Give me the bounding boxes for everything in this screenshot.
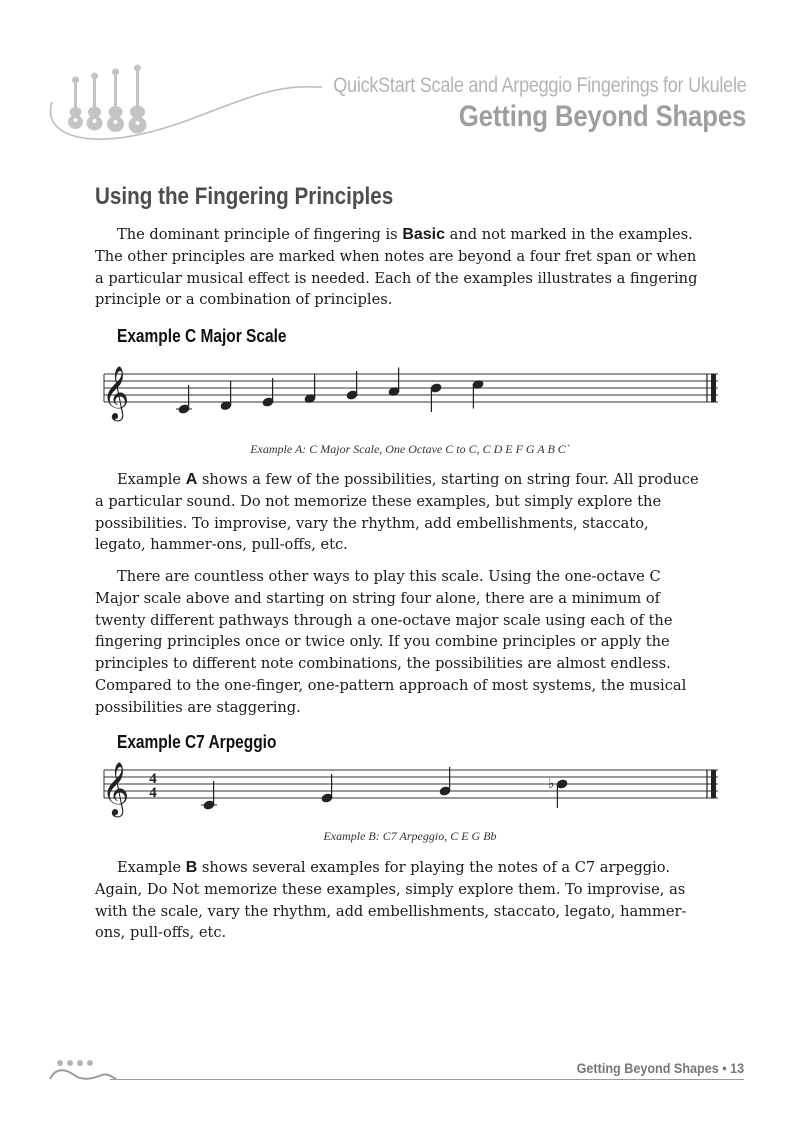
footer-section: Getting Beyond Shapes bbox=[576, 1060, 719, 1076]
music-staff-a bbox=[100, 360, 720, 435]
header-title: Getting Beyond Shapes bbox=[458, 100, 746, 133]
header-logo bbox=[40, 62, 330, 147]
example-b-title: Example C7 Arpeggio bbox=[117, 732, 277, 752]
section-title: Using the Fingering Principles bbox=[95, 183, 394, 210]
footer-logo bbox=[44, 1055, 164, 1085]
para-b-text-after: shows several examples for playing the notes of a C7 arpeggio. Again, Do Not memorize these examples, simply explore them. To improvise, as with the scale, vary the rhythm, add embellishments, staccato, legato, hammer-ons, pull-offs, etc. bbox=[95, 859, 687, 942]
intro-text-after: and not marked in the examples. The other principles are marked when notes are beyond a four fret span or when a particular musical effect is needed. Each of the examples illustrates a fingering principle or a combination of principles. bbox=[95, 226, 698, 309]
flat-icon: ♭ bbox=[548, 776, 555, 792]
possibilities-text: There are countless other ways to play this scale. Using the one-octave C Major scale above and starting on string four alone, there are a minimum of twenty different pathways through a one-octave major scale using each of the fingering principles once or twice only. If you combine principles or apply the principles to different note combinations, the possibilities are almost endless. Compared to the one-finger, one-pattern approach of most systems, the musical possibilities are staggering. bbox=[95, 568, 687, 716]
ukulele-footer-icon bbox=[44, 1055, 164, 1085]
para-a-text-after: shows a few of the possibilities, starting on string four. All produce a particular sound. Do not memorize these examples, but simply explore the possibilities. To improvise, vary the rhythm, add embellishments, staccato, legato, hammer-ons, pull-offs, etc. bbox=[95, 471, 699, 554]
intro-keyword: Basic bbox=[402, 226, 446, 243]
intro-text-before: The dominant principle of fingering is bbox=[117, 226, 403, 243]
footer-label bbox=[576, 1060, 744, 1076]
treble-clef-icon: 𝄞 bbox=[102, 365, 130, 419]
time-signature-bottom: 4 bbox=[149, 785, 157, 801]
music-staff-b bbox=[100, 756, 720, 826]
para-b-keyword: B bbox=[185, 859, 198, 876]
example-b-paragraph bbox=[95, 857, 703, 944]
example-a-caption: Example A: C Major Scale, One Octave C to C, C D E F G A B C` bbox=[250, 442, 570, 456]
footer-rule bbox=[110, 1079, 744, 1080]
page-number: 13 bbox=[729, 1060, 744, 1076]
para-b-text-before: Example bbox=[117, 859, 186, 876]
example-a-title: Example C Major Scale bbox=[117, 326, 287, 346]
possibilities-paragraph bbox=[95, 566, 703, 719]
time-signature-top: 4 bbox=[149, 771, 157, 787]
ukulele-logo-icon bbox=[40, 62, 330, 147]
example-a-paragraph bbox=[95, 469, 703, 556]
footer-separator: • bbox=[722, 1060, 727, 1076]
intro-paragraph bbox=[95, 224, 703, 311]
para-a-text-before: Example bbox=[117, 471, 186, 488]
example-b-staff bbox=[100, 756, 720, 826]
example-b-caption: Example B: C7 Arpeggio, C E G Bb bbox=[323, 829, 497, 843]
treble-clef-icon: 𝄞 bbox=[102, 761, 130, 815]
header-subtitle: QuickStart Scale and Arpeggio Fingerings for Ukulele bbox=[332, 74, 746, 97]
example-a-staff bbox=[100, 360, 720, 435]
para-a-keyword: A bbox=[185, 471, 198, 488]
